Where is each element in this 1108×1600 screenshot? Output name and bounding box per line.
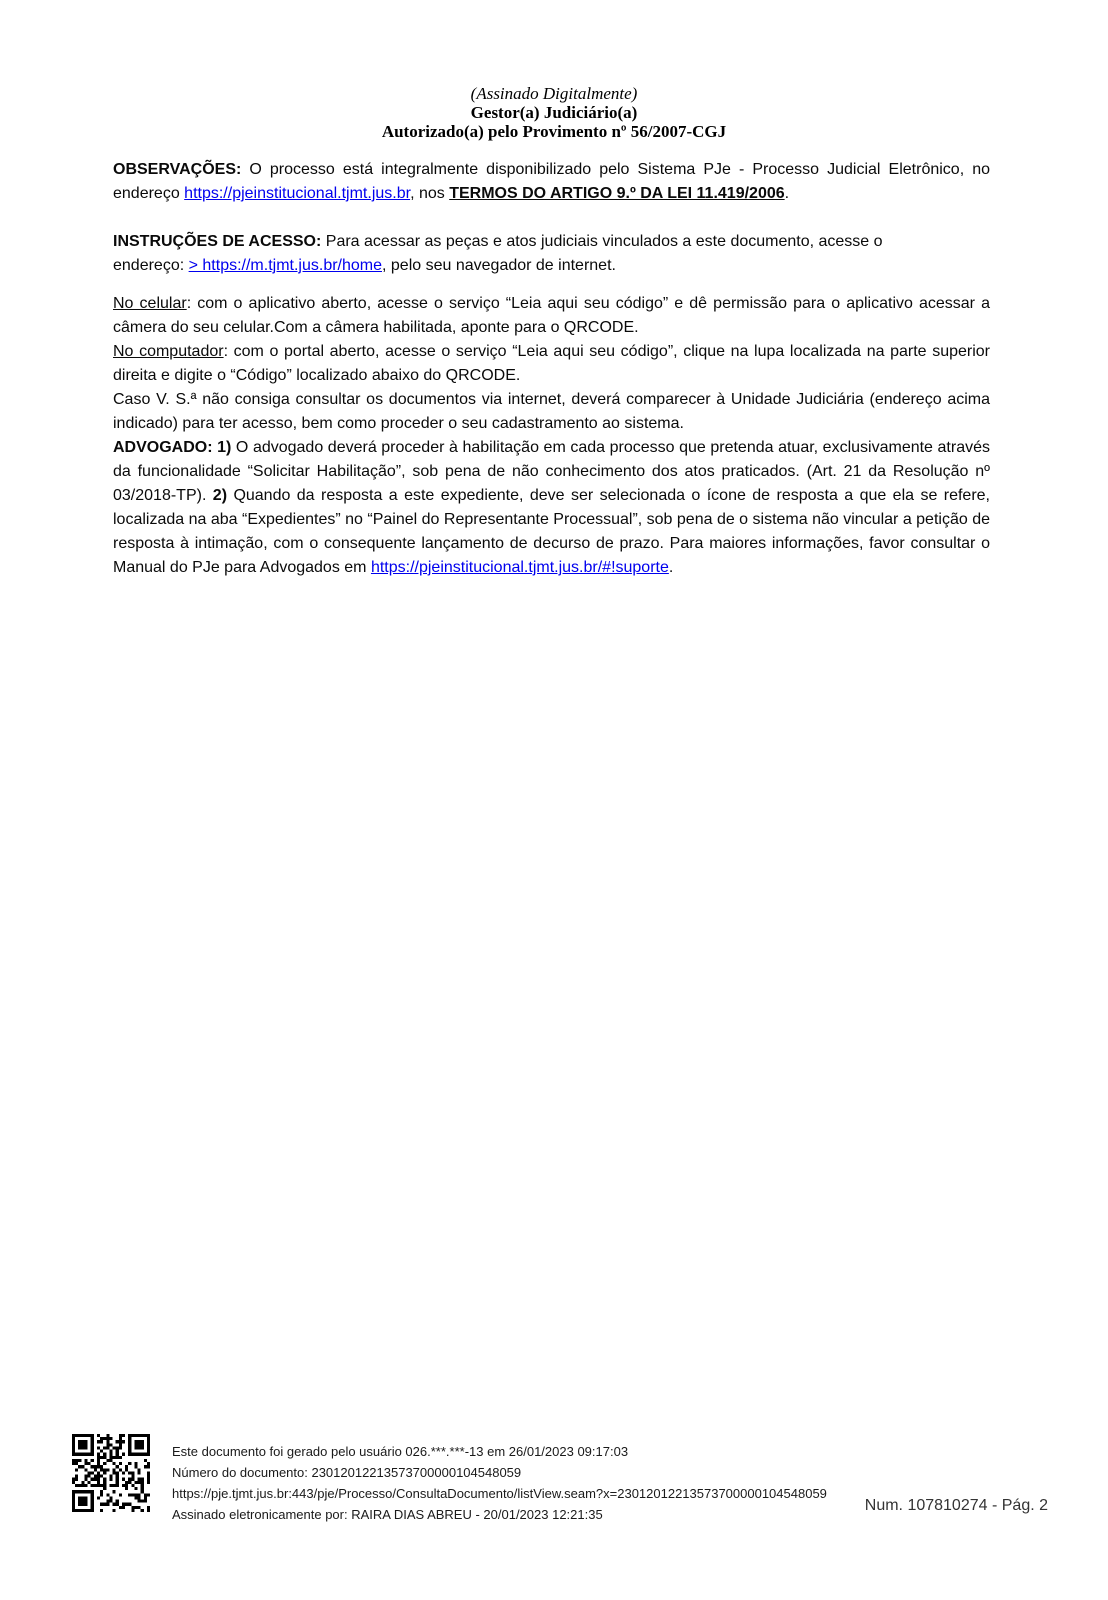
text-segment: O processo está integralmente disponibilizado pelo Sistema PJe - Processo Judicial Eletrônico, no endereço [113,161,990,202]
text-segment: INSTRUÇÕES DE ACESSO: [113,233,322,250]
text-segment: Caso V. S.ª não consiga consultar os documentos via internet, deverá comparecer à Unidade Judiciária (endereço acima indicado) para ter acesso, bem como proceder o seu cadastramento ao sistema. [113,391,990,432]
paragraph-no-computador [113,340,990,388]
text-segment: OBSERVAÇÕES: [113,161,242,178]
text-segment: 2) [212,487,228,504]
text-segment: Quando da resposta a este expediente, deve ser selecionada o ícone de resposta a que ela se refere, localizada na aba “Expedientes” no “Painel do Representante Processual”, sob pena de o sistema não vincular a petição de resposta à intimação, com o consequente lançamento de decurso de prazo. Para maiores informações, favor consultar o Manual do PJe para Advogados em [113,487,990,576]
text-segment: , nos [410,185,450,202]
footer-generated-by-line: Este documento foi gerado pelo usuário 026.***.***-13 em 26/01/2023 09:17:03 [172,1444,629,1459]
access-instructions-block [113,292,990,580]
text-segment: TERMOS DO ARTIGO 9.º DA LEI 11.419/2006 [449,185,785,202]
qr-code [72,1434,150,1512]
text-segment: . [668,559,674,576]
hyperlink[interactable]: https://pjeinstitucional.tjmt.jus.br [184,185,411,202]
text-segment: No celular [113,295,187,312]
text-segment: ADVOGADO: 1) [113,439,232,456]
paragraph-caso-sem-internet [113,388,990,436]
text-segment: . [784,185,790,202]
footer-signed-by-line: Assinado eletronicamente por: RAIRA DIAS ABREU - 20/01/2023 12:21:35 [172,1507,603,1522]
footer-metadata [172,1441,827,1525]
paragraph-instrucoes-de-acesso [113,230,990,278]
text-segment: O advogado deverá proceder à habilitação em cada processo que pretenda atuar, exclusivamente através da funcionalidade “Solicitar Habilitação”, sob pena de não conhecimento dos atos praticados. (Art. 21 da Resolução nº 03/2018-TP). [113,439,990,504]
text-segment: No computador [113,343,224,360]
hyperlink[interactable]: https://pjeinstitucional.tjmt.jus.br/#!suporte [370,559,669,576]
signer-role: Gestor(a) Judiciário(a) [470,103,638,122]
text-segment: : com o portal aberto, acesse o serviço “Leia aqui seu código”, clique na lupa localizada na parte superior direita e digite o “Código” localizado abaixo do QRCODE. [113,343,991,384]
footer-consult-url-line: https://pje.tjmt.jus.br:443/pje/Processo/ConsultaDocumento/listView.seam?x=23012012213573700000104548059 [172,1486,827,1501]
text-segment: Para acessar as peças e atos judiciais vinculados a este documento, acesse o [321,233,883,250]
paragraph-advogado [113,436,990,580]
paragraph-observacoes [113,158,990,206]
document-header [0,84,1108,141]
authorization-note: Autorizado(a) pelo Provimento nº 56/2007-CGJ [381,122,727,141]
text-segment: , pelo seu navegador de internet. [382,257,616,274]
text-segment: endereço: [113,257,189,274]
signed-digitally-note: (Assinado Digitalmente) [470,84,638,103]
page-number: Num. 107810274 - Pág. 2 [864,1497,1048,1514]
hyperlink[interactable]: > https://m.tjmt.jus.br/home [188,257,383,274]
paragraph-no-celular [113,292,990,340]
footer-document-number-line: Número do documento: 23012012213573700000104548059 [172,1465,522,1480]
text-segment: : com o aplicativo aberto, acesse o serviço “Leia aqui seu código” e dê permissão para o aplicativo acessar a câmera do seu celular.Com a câmera habilitada, aponte para o QRCODE. [113,295,991,336]
